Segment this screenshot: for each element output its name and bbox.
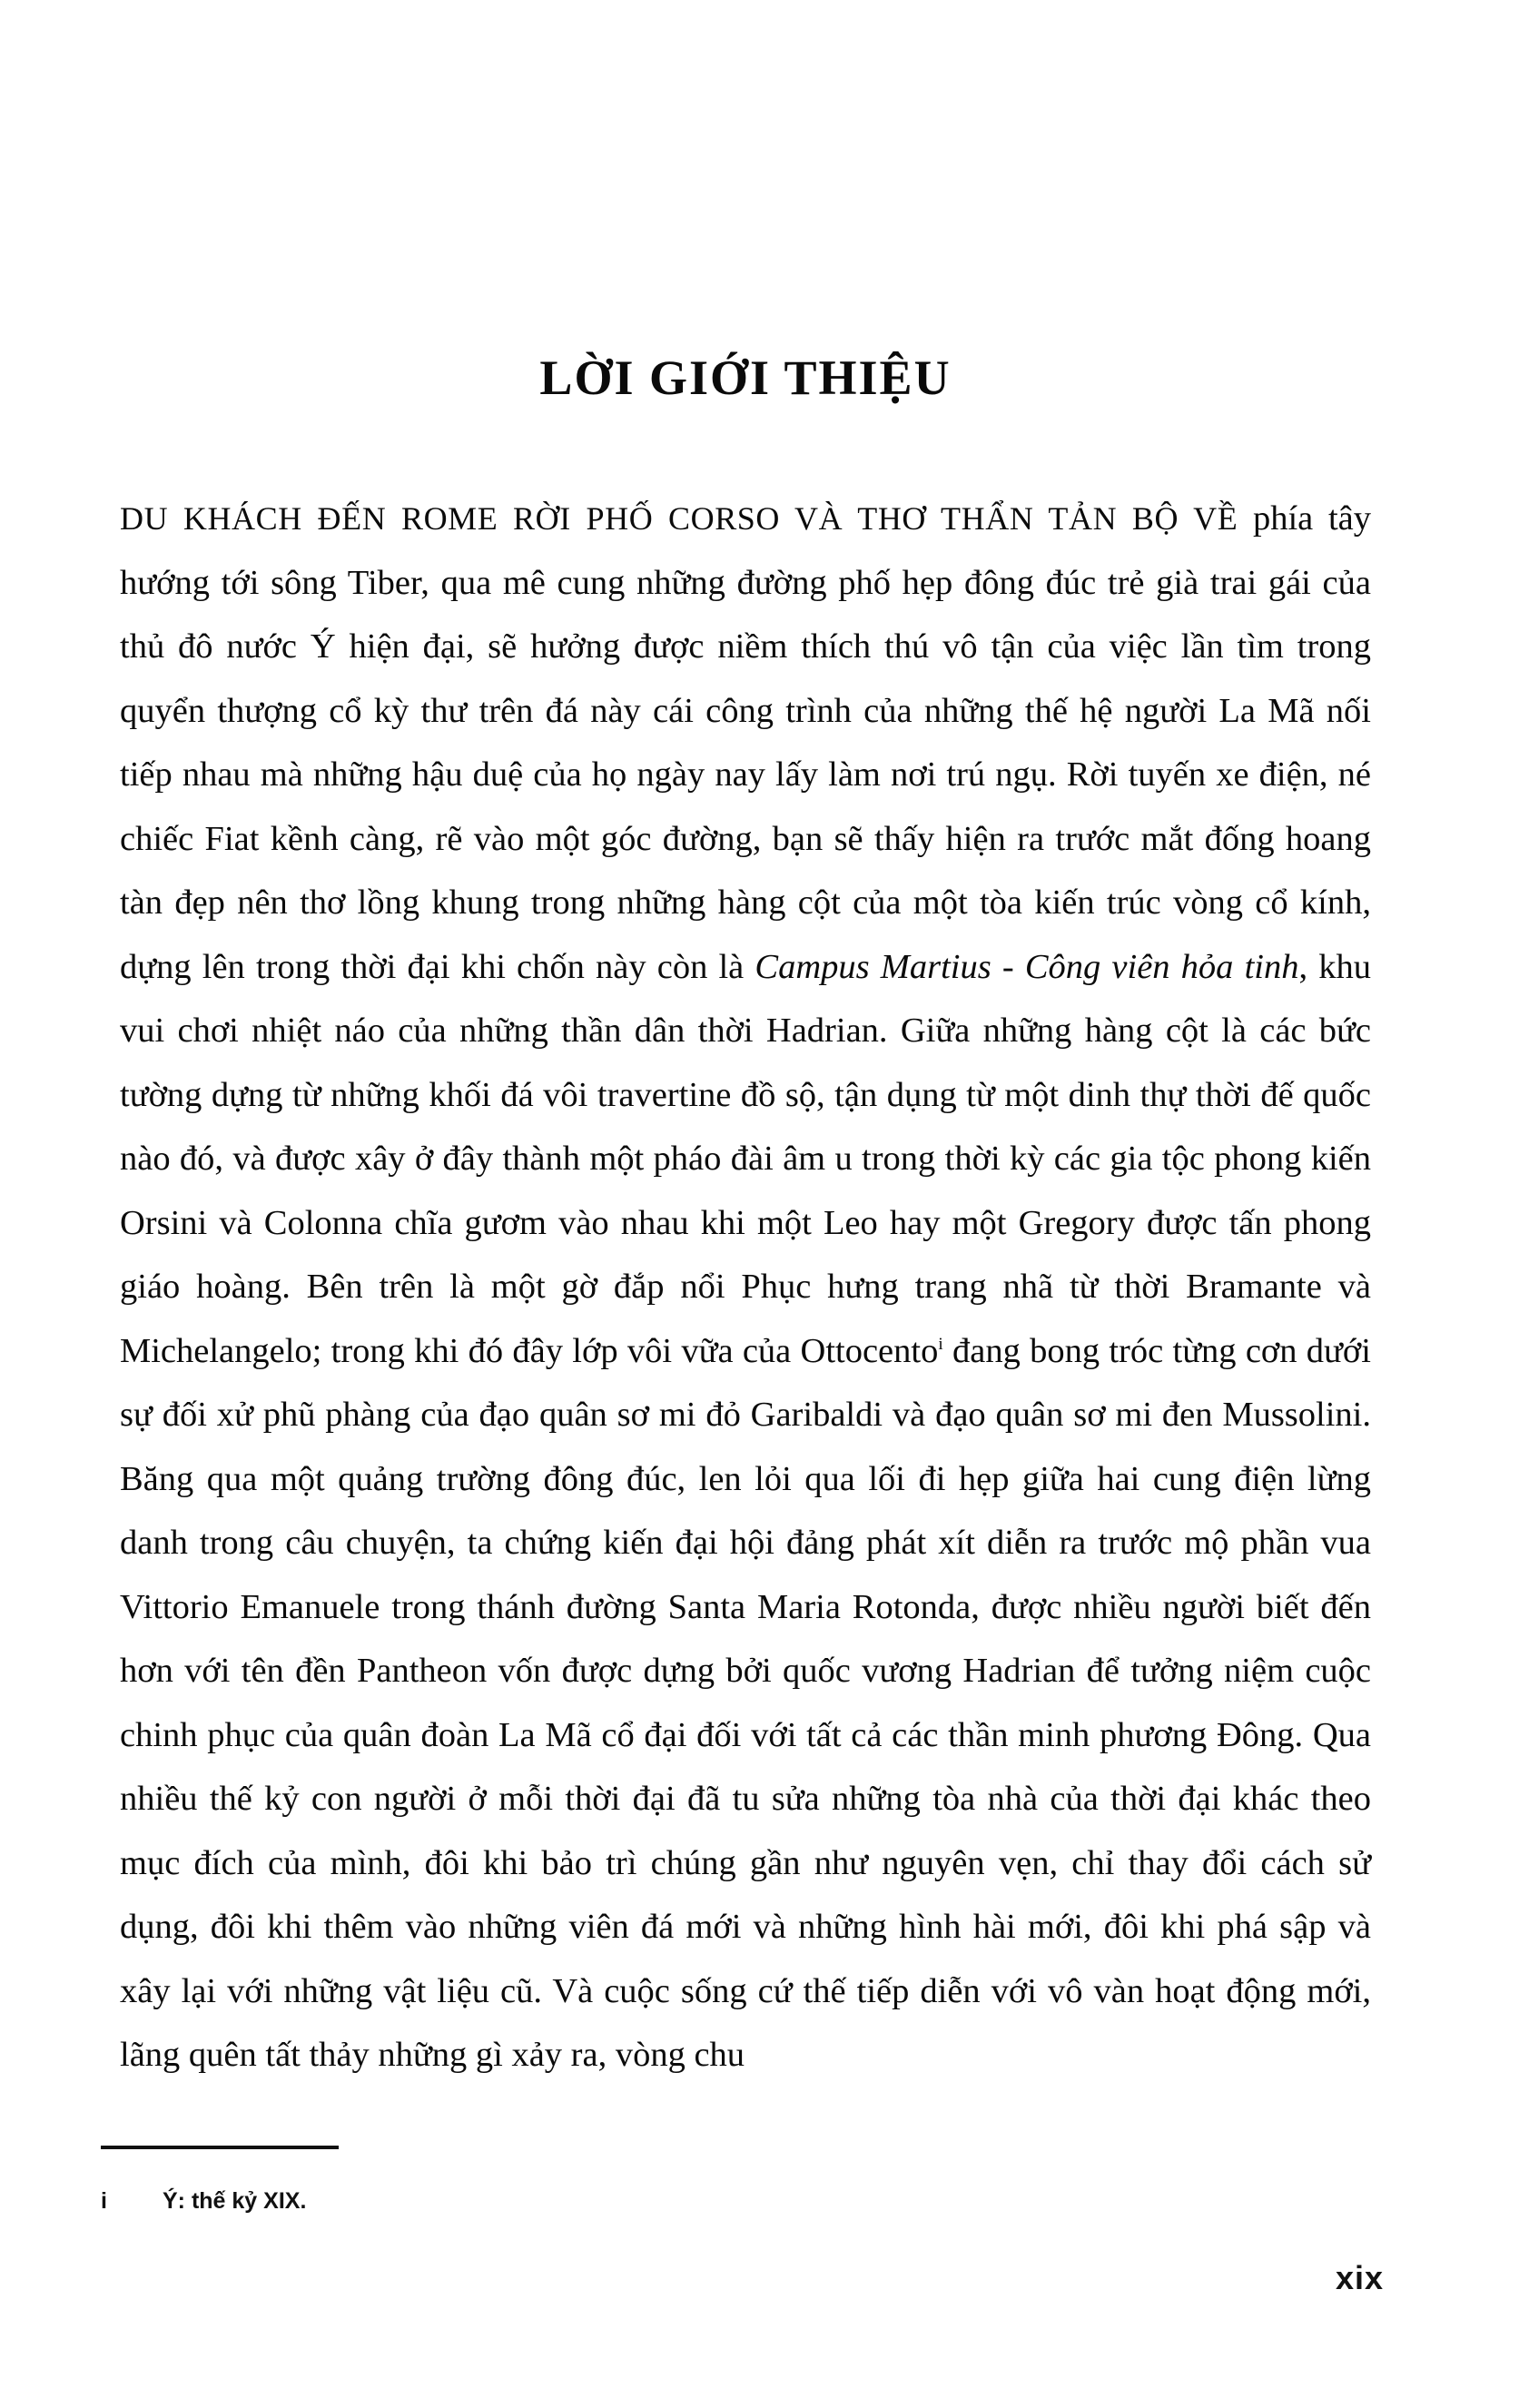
footnote-separator-rule: [101, 2146, 339, 2149]
body-segment-1: phía tây hướng tới sông Tiber, qua mê cung những đường phố hẹp đông đúc trẻ già trai gái của thủ đô nước Ý hiện đại, sẽ hưởng được niềm thích thú vô tận của việc lần tìm trong quyển thượng cổ kỳ thư trên đá này cái công trình của những thế hệ người La Mã nối tiếp nhau mà những hậu duệ của họ ngày nay lấy làm nơi trú ngụ. Rời tuyến xe điện, né chiếc Fiat kềnh càng, rẽ vào một góc đường, bạn sẽ thấy hiện ra trước mắt đống hoang tàn đẹp nên thơ lồng khung trong những hàng cột của một tòa kiến trúc vòng cổ kính, dựng lên trong thời đại khi chốn này còn là: [120, 499, 1371, 986]
page-number: xix: [1335, 2259, 1384, 2296]
footnote-marker: i: [101, 2188, 107, 2214]
footnote: [101, 2186, 918, 2216]
footnote-reference-marker[interactable]: i: [938, 1334, 943, 1354]
footnote-text: Ý: thế kỷ XIX.: [163, 2188, 307, 2214]
body-text-block: [120, 487, 1371, 2087]
paragraph-introduction: [120, 487, 1371, 2087]
italic-term-campus-martius: Campus Martius - Công viên hỏa tinh: [755, 947, 1299, 986]
body-segment-3: đang bong tróc từng cơn dưới sự đối xử phũ phàng của đạo quân sơ mi đỏ Garibaldi và đạo quân sơ mi đen Mussolini. Băng qua một quảng trường đông đúc, len lỏi qua lối đi hẹp giữa hai cung điện lừng danh trong câu chuyện, ta chứng kiến đại hội đảng phát xít diễn ra trước mộ phần vua Vittorio Emanuele trong thánh đường Santa Maria Rotonda, được nhiều người biết đến hơn với tên đền Pantheon vốn được dựng bởi quốc vương Hadrian để tưởng niệm cuộc chinh phục của quân đoàn La Mã cổ đại đối với tất cả các thần minh phương Đông. Qua nhiều thế kỷ con người ở mỗi thời đại đã tu sửa những tòa nhà của thời đại khác theo mục đích của mình, đôi khi bảo trì chúng gần như nguyên vẹn, chỉ thay đổi cách sử dụng, đôi khi thêm vào những viên đá mới và những hình hài mới, đôi khi phá sập và xây lại với những vật liệu cũ. Và cuộc sống cứ thế tiếp diễn với vô vàn hoạt động mới, lãng quên tất thảy những gì xảy ra, vòng chu: [120, 1331, 1371, 2074]
page-title: LỜI GIỚI THIỆU: [539, 350, 952, 406]
opening-small-caps-line: DU KHÁCH ĐẾN ROME RỜI PHỐ CORSO VÀ THƠ THẨN TẢN BỘ VỀ: [120, 500, 1238, 537]
body-segment-2: , khu vui chơi nhiệt náo của những thần dân thời Hadrian. Giữa những hàng cột là các bức tường dựng từ những khối đá vôi travertine đồ sộ, tận dụng từ một dinh thự thời đế quốc nào đó, và được xây ở đây thành một pháo đài âm u trong thời kỳ các gia tộc phong kiến Orsini và Colonna chĩa gươm vào nhau khi một Leo hay một Gregory được tấn phong giáo hoàng. Bên trên là một gờ đắp nổi Phục hưng trang nhã từ thời Bramante và Michelangelo; trong khi đó đây lớp vôi vữa của Ottocento: [120, 947, 1371, 1370]
